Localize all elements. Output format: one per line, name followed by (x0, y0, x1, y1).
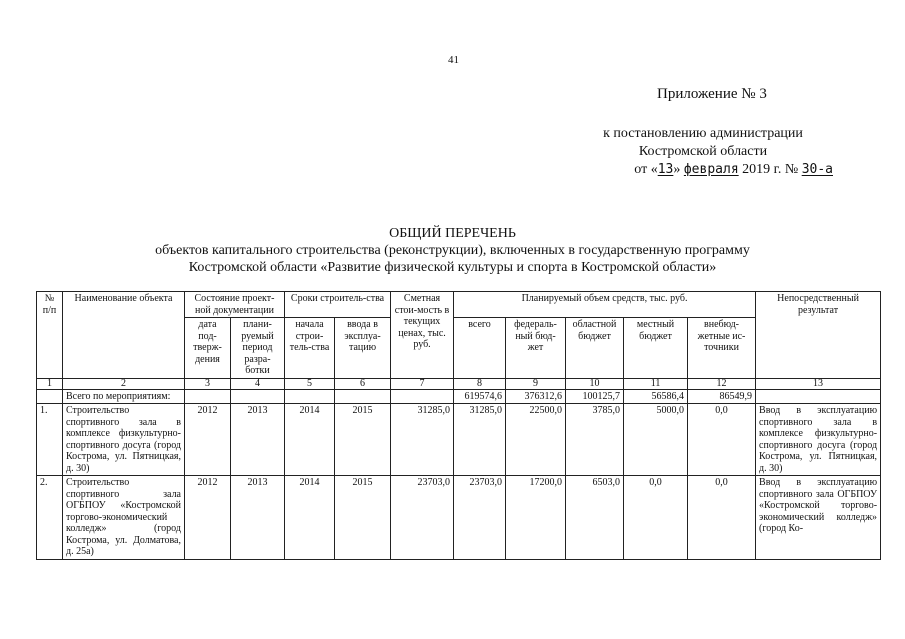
col-number: 5 (285, 378, 335, 389)
row-local: 0,0 (624, 476, 688, 560)
date-suffix: 2019 г. № (738, 162, 802, 177)
row-result: Ввод в эксплуатацию спортивного зала ОГБПОУ «Костромской торгово-экономический колледж» (город Ко- (756, 476, 881, 560)
header-local: местный бюджет (624, 318, 688, 379)
row-docs-period: 2013 (231, 404, 285, 476)
header-docs-period: плани-руемый период разра-ботки (231, 318, 285, 379)
row-regional: 6503,0 (566, 476, 624, 560)
date-mid: » (673, 162, 684, 177)
header-terms-start: начала строи-тель-ства (285, 318, 335, 379)
approval-block (573, 125, 833, 179)
approval-line-1: к постановлению администрации (603, 126, 803, 141)
row-start: 2014 (285, 476, 335, 560)
row-extra: 0,0 (688, 476, 756, 560)
objects-table (36, 291, 881, 560)
col-number: 3 (185, 378, 231, 389)
table-row (37, 476, 881, 560)
header-num: № п/п (37, 292, 63, 379)
row-federal: 17200,0 (506, 476, 566, 560)
document-title: ОБЩИЙ ПЕРЕЧЕНЬ (389, 226, 516, 241)
row-result: Ввод в эксплуатацию спортивного зала в комплексе физкультурно-спортивного досуга (город Кострома, ул. Пятницкая, д. 30) (756, 404, 881, 476)
header-terms: Сроки строитель-ства (285, 292, 391, 318)
row-commission: 2015 (335, 404, 391, 476)
approval-line-2: Костромской области (638, 144, 768, 159)
row-start: 2014 (285, 404, 335, 476)
row-num: 1. (37, 404, 63, 476)
col-number: 12 (688, 378, 756, 389)
row-extra: 0,0 (688, 404, 756, 476)
summary-local: 56586,4 (624, 389, 688, 404)
row-docs-period: 2013 (231, 476, 285, 560)
table-row (37, 404, 881, 476)
col-number: 1 (37, 378, 63, 389)
row-regional: 3785,0 (566, 404, 624, 476)
col-number: 8 (454, 378, 506, 389)
col-number: 6 (335, 378, 391, 389)
header-docs: Состояние проект-ной документации (185, 292, 285, 318)
header-total: всего (454, 318, 506, 379)
header-row-1 (37, 292, 881, 318)
header-cost: Сметная стои-мость в текущих ценах, тыс. руб. (391, 292, 454, 379)
header-planned: Планируемый объем средств, тыс. руб. (454, 292, 756, 318)
row-docs-date: 2012 (185, 476, 231, 560)
document-subtitle-1: объектов капитального строительства (реконструкции), включенных в государственную программу (155, 243, 750, 258)
document-subtitle-2: Костромской области «Развитие физической культуры и спорта в Костромской области» (188, 260, 717, 275)
row-num: 2. (37, 476, 63, 560)
header-result: Непосредственный результат (756, 292, 881, 379)
appendix-title: Приложение № 3 (657, 86, 767, 102)
decree-number: 30-а (801, 162, 833, 177)
col-number: 10 (566, 378, 624, 389)
col-number: 9 (506, 378, 566, 389)
summary-total: 619574,6 (454, 389, 506, 404)
row-total: 23703,0 (454, 476, 506, 560)
row-federal: 22500,0 (506, 404, 566, 476)
col-number: 7 (391, 378, 454, 389)
row-name: Строительство спортивного зала ОГБПОУ «Костромской торгово-экономический колледж» (город Кострома, ул. Долматова, д. 25а) (63, 476, 185, 560)
col-number: 11 (624, 378, 688, 389)
summary-regional: 100125,7 (566, 389, 624, 404)
col-number: 4 (231, 378, 285, 389)
summary-federal: 376312,6 (506, 389, 566, 404)
header-regional: областной бюджет (566, 318, 624, 379)
column-number-row (37, 378, 881, 389)
date-month: февраля (683, 162, 739, 177)
summary-label: Всего по мероприятиям: (63, 389, 185, 404)
document-heading (0, 225, 905, 276)
row-total: 31285,0 (454, 404, 506, 476)
row-docs-date: 2012 (185, 404, 231, 476)
col-number: 13 (756, 378, 881, 389)
date-day: 13 (657, 162, 674, 177)
row-cost: 23703,0 (391, 476, 454, 560)
header-docs-date: дата под-тверж-дения (185, 318, 231, 379)
approval-date-line (573, 161, 833, 179)
date-prefix: от « (634, 162, 658, 177)
summary-extra: 86549,9 (688, 389, 756, 404)
summary-row (37, 389, 881, 404)
header-terms-commission: ввода в эксплуа-тацию (335, 318, 391, 379)
header-extra: внебюд-жетные ис-точники (688, 318, 756, 379)
row-local: 5000,0 (624, 404, 688, 476)
col-number: 2 (63, 378, 185, 389)
page-number: 41 (448, 54, 459, 66)
row-commission: 2015 (335, 476, 391, 560)
header-name: Наименование объекта (63, 292, 185, 379)
header-federal: федераль-ный бюд-жет (506, 318, 566, 379)
row-name: Строительство спортивного зала в комплексе физкультурно-спортивного досуга (город Кострома, ул. Пятницкая, д. 30) (63, 404, 185, 476)
row-cost: 31285,0 (391, 404, 454, 476)
